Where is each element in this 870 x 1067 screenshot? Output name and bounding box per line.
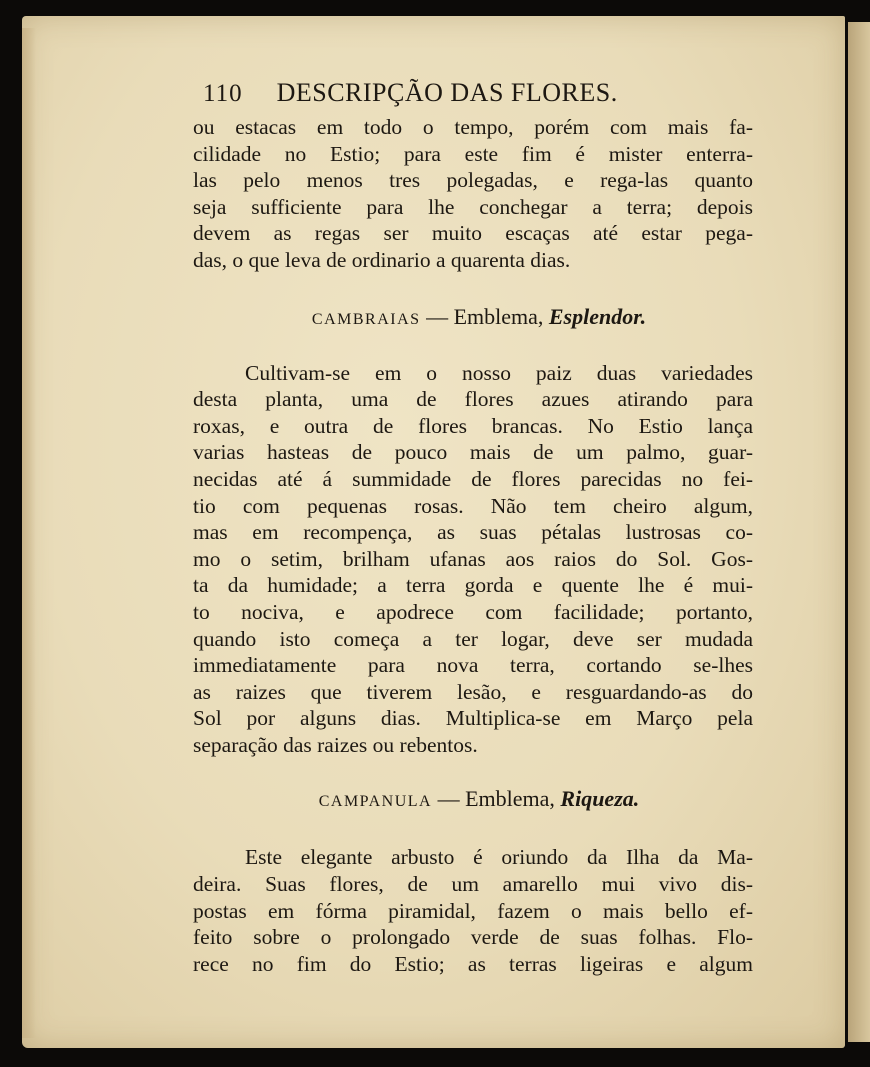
text-line: mo o setim, brilham ufanas aos raios do Sol. Gos- (193, 546, 753, 571)
emblem-label: — Emblema, (420, 303, 549, 329)
paragraph-continuation (193, 114, 753, 274)
text-line: deira. Suas flores, de um amarello mui vivo dis- (193, 872, 753, 897)
text-line: devem as regas ser muito escaças até estar pega- (193, 221, 753, 246)
text-line: ou estacas em todo o tempo, porém com mais fa- (193, 115, 753, 139)
text-line: necidas até á summidade de flores parecidas no fei- (193, 466, 753, 491)
section-heading-cambraias (193, 304, 753, 330)
page-number: 110 (203, 80, 243, 107)
text-line: Este elegante arbusto é oriundo da Ilha da Ma- (245, 845, 753, 870)
text-line: rece no fim do Estio; as terras ligeiras e algum (193, 951, 753, 976)
facing-page-edge (848, 22, 870, 1042)
emblem-label: — Emblema, (432, 786, 561, 812)
text-line: Cultivam-se em o nosso paiz duas variedades (245, 360, 753, 385)
text-line: postas em fórma piramidal, fazem o mais bello ef- (193, 898, 753, 923)
text-line: immediatamente para nova terra, cortando se-lhes (193, 653, 753, 678)
text-line: to nociva, e apodrece com facilidade; portanto, (193, 599, 753, 624)
paragraph-campanula (193, 844, 753, 977)
text-line: cilidade no Estio; para este fim é mister enterra- (193, 141, 753, 166)
page-text (193, 78, 753, 977)
page-gutter-shadow (22, 28, 36, 1038)
text-line: tio com pequenas rosas. Não tem cheiro algum, (193, 493, 753, 518)
plant-name: CAMPANULA (318, 793, 433, 811)
text-line: varias hasteas de pouco mais de um palmo, guar- (193, 440, 753, 465)
text-line: ta da humidade; a terra gorda e quente lhe é mui- (193, 573, 753, 598)
text-line: desta planta, uma de flores azues atirando para (193, 387, 753, 412)
plant-name: CAMBRAIAS (311, 310, 421, 328)
running-title: DESCRIPÇÃO DAS FLORES. (276, 78, 618, 107)
text-line: Sol por alguns dias. Multiplica-se em Março pela (193, 706, 753, 731)
text-line: feito sobre o prolongado verde de suas folhas. Flo- (193, 925, 753, 950)
emblem-meaning: Esplendor. (548, 303, 647, 329)
text-line: das, o que leva de ordinario a quarenta dias. (193, 247, 571, 272)
emblem-meaning: Riqueza. (560, 786, 640, 812)
section-heading-campanula (193, 786, 753, 812)
text-line: roxas, e outra de flores brancas. No Estio lança (193, 413, 753, 438)
text-line: seja sufficiente para lhe conchegar a terra; depois (193, 194, 753, 219)
text-line: as raizes que tiverem lesão, e resguardando-as do (193, 679, 753, 704)
paragraph-cambraias (193, 360, 753, 759)
text-line: quando isto começa a ter logar, deve ser mudada (193, 626, 753, 651)
text-line: mas em recompença, as suas pétalas lustrosas co- (193, 520, 753, 545)
text-line: las pelo menos tres polegadas, e rega-las quanto (193, 168, 753, 193)
text-line: separação das raizes ou rebentos. (193, 732, 478, 757)
running-header (203, 78, 753, 108)
